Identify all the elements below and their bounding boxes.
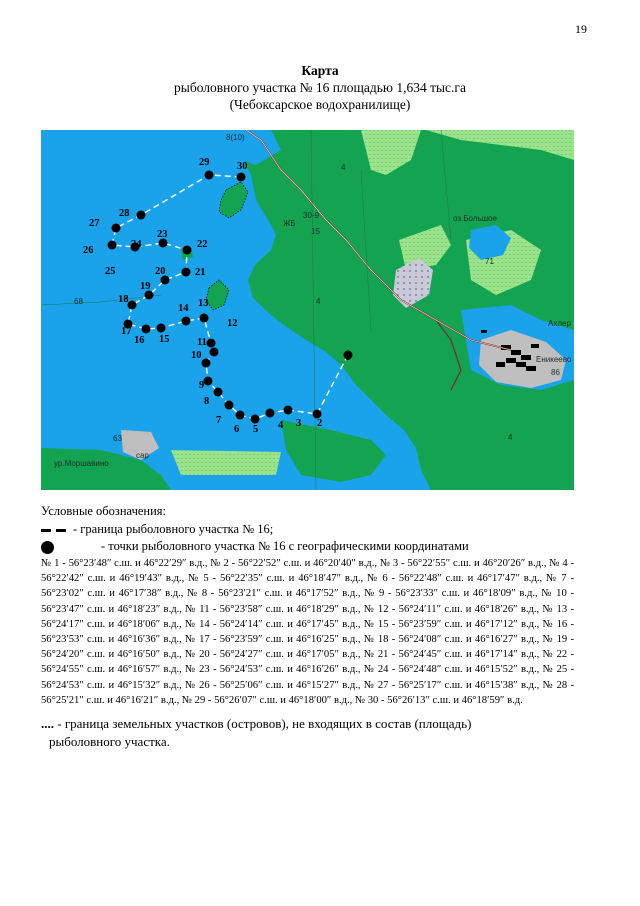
- fishing-area-map: [41, 130, 574, 490]
- pt-label-22: 22: [197, 239, 208, 250]
- map-legend: [41, 504, 574, 751]
- depth-label-4: 4: [341, 163, 346, 172]
- map-canvas: [41, 130, 574, 490]
- pt-label-28: 28: [119, 208, 130, 219]
- pt-label-24: 24: [131, 239, 142, 250]
- pt-label-7: 7: [216, 415, 222, 426]
- title-reservoir: (Чебоксарское водохранилище): [229, 97, 411, 112]
- legend-points-text: - точки рыболовного участка № 16 с географическими координатами: [101, 539, 469, 553]
- pt-label-17: 17: [121, 326, 132, 337]
- depth-label-3: 4: [316, 297, 321, 306]
- pt-label-25: 25: [105, 266, 116, 277]
- road-label: 8(10): [226, 133, 245, 142]
- pt-label-20: 20: [155, 266, 166, 277]
- legend-boundary-text: - граница рыболовного участка № 16;: [73, 522, 274, 536]
- depth-label-5: 4: [508, 433, 513, 442]
- title-subtitle: рыболовного участка № 16 площадью 1,634 тыс.га: [174, 80, 466, 95]
- pt-label-2: 2: [317, 418, 323, 429]
- page-number: 19: [575, 22, 587, 36]
- map-title: [0, 62, 640, 113]
- pt-label-3: 3: [296, 418, 302, 429]
- coordinates-list: № 1 - 56°23′48″ с.ш. и 46°22′29″ в.д., № 2 - 56°22′52″ с.ш. и 46°20′40″ в.д., № 3 - 56°22′55″ с.ш. и 46°20′26″ в.д., № 4 - 56°22′42″ с.ш. и 46°19′43″ в.д., № 5 - 56°22′35″ с.ш. и 46°18′47″ в.д., № 6 - 56°22′48″ с.ш. и 46°17′47″ в.д., № 7 - 56°23′02″ с.ш. и 46°17′38″ в.д., № 8 - 56°23′21″ с.ш. и 46°17′52″ в.д., № 9 - 56°23′33″ с.ш. и 46°18′09″ в.д., № 10 - 56°23′47″ с.ш. и 46°18′23″ в.д., № 11 - 56°23′58″ с.ш. и 46°18′29″ в.д., № 12 - 56°24′11″ с.ш. и 46°18′26″ в.д., № 13 - 56°24′17″ с.ш. и 46°18′06″ в.д., № 14 - 56°24′14″ с.ш. и 46°17′45″ в.д., № 15 - 56°23′59″ с.ш. и 46°17′12″ в.д., № 16 - 56°23′53″ с.ш. и 46°16′36″ в.д., № 17 - 56°23′59″ с.ш. и 46°16′25″ в.д., № 18 - 56°24′08″ с.ш. и 46°16′27″ в.д., № 19 - 56°24′20″ с.ш. и 46°16′50″ в.д., № 20 - 56°24′27″ с.ш. и 46°17′05″ в.д., № 21 - 56°24′45″ с.ш. и 46°17′14″ в.д., № 22 - 56°24′55″ с.ш. и 46°16′57″ в.д., № 23 - 56°24′53″ с.ш. и 46°16′26″ в.д., № 24 - 56°24′48″ с.ш. и 46°15′52″ в.д., № 25 - 56°24′53″ с.ш. и 46°15′32″ в.д., № 26 - 56°25′06″ с.ш. и 46°15′27″ в.д., № 27 - 56°25′17″ с.ш. и 46°15′38″ в.д., № 28 - 56°25′21″ с.ш. и 46°16′21″ в.д., № 29 - 56°26′07″ с.ш. и 46°18′00″ в.д., № 30 - 56°26′13″ с.ш. и 46°18′59″ в.д.: [41, 558, 574, 706]
- pt-label-30: 30: [237, 161, 248, 172]
- pt-label-12: 12: [227, 318, 238, 329]
- village-code-label: 86: [551, 368, 560, 377]
- pt-label-4: 4: [278, 420, 284, 431]
- legend-points-row: [41, 538, 574, 555]
- title-heading: Карта: [301, 63, 339, 78]
- pt-label-13: 13: [198, 298, 209, 309]
- dotted-line-symbol: ....: [41, 716, 54, 732]
- pt-label-1: 1: [345, 352, 351, 363]
- zhb-label: ЖБ: [283, 219, 296, 228]
- pt-label-21: 21: [195, 267, 206, 278]
- pt-label-26: 26: [83, 245, 94, 256]
- legend-heading: Условные обозначения:: [41, 504, 167, 518]
- pt-label-5: 5: [253, 424, 259, 435]
- pt-label-18: 18: [118, 294, 129, 305]
- legend-boundary-row: [41, 521, 574, 538]
- pt-label-8: 8: [204, 396, 210, 407]
- pt-label-6: 6: [234, 424, 240, 435]
- lake-code-label: 71: [485, 257, 494, 266]
- depth-label-6: 68: [74, 297, 83, 306]
- legend-islands-text-cont: рыболовного участка.: [49, 734, 170, 750]
- pt-label-19: 19: [140, 281, 151, 292]
- pt-label-11: 11: [197, 337, 207, 348]
- legend-islands-row: [41, 715, 574, 751]
- depth-label-1: 30-9: [303, 211, 320, 220]
- depth-label-7: 63: [113, 434, 122, 443]
- pt-label-16: 16: [134, 335, 145, 346]
- pt-label-15: 15: [159, 334, 170, 345]
- sar-label: сар: [136, 451, 149, 460]
- pt-label-23: 23: [157, 229, 168, 240]
- urochishche-label: ур.Моршавино: [54, 459, 109, 468]
- lake-label: оз.Большое: [453, 214, 497, 223]
- dot-symbol: [41, 539, 101, 554]
- depth-label-2: 15: [311, 227, 320, 236]
- village-label: Еникеево: [536, 355, 572, 364]
- pt-label-27: 27: [89, 218, 100, 229]
- pt-label-14: 14: [178, 303, 189, 314]
- legend-islands-text: - граница земельных участков (островов), не входящих в состав (площадь): [57, 716, 472, 732]
- village-north-label: Ахлер: [548, 319, 571, 328]
- pt-label-29: 29: [199, 157, 210, 168]
- pt-label-9: 9: [199, 380, 205, 391]
- pt-label-10: 10: [191, 350, 202, 361]
